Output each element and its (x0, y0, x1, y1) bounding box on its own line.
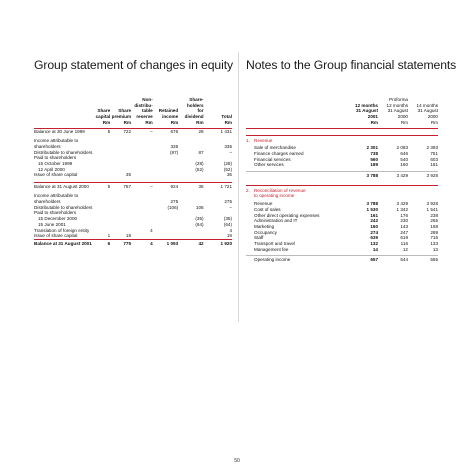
equity-header-cell: Retained (158, 108, 179, 114)
equity-row-label: Issue of share capital (34, 233, 78, 239)
equity-header-cell: Rm (204, 120, 232, 128)
note-row-label: Other direct operating expenses (254, 212, 320, 218)
right-page-title: Notes to the Group financial statements (246, 58, 457, 72)
note-total-cell: 3 928 (408, 171, 438, 178)
equity-row-label: shareholders (34, 199, 61, 205)
equity-header-cell: premium (111, 114, 132, 120)
equity-cell: (64) (195, 221, 204, 227)
note-cell: 560 (370, 156, 378, 162)
note-heading-row (246, 185, 438, 193)
note-cell: 3 928 (426, 201, 438, 207)
notes-table (246, 97, 438, 263)
equity-header-cell: Rm (178, 120, 203, 128)
equity-row (34, 182, 232, 189)
equity-cell: 42 (178, 239, 203, 246)
notes-header-cell: 31 August (355, 108, 378, 114)
note-cell: 716 (430, 235, 438, 241)
note-row-label: Finance charges earned (254, 150, 304, 156)
equity-header-cell: Rm (153, 120, 178, 128)
equity-row-label: 15 October 1999 (38, 161, 73, 167)
notes-header-cell: 31 August (387, 108, 408, 114)
note-total-row (246, 255, 438, 262)
note-row-label: Staff (254, 235, 264, 241)
note-cell: 2 393 (426, 145, 438, 151)
equity-cell: 775 (110, 239, 131, 246)
note-row-label: Other services (254, 162, 284, 168)
equity-row-label: Balance at 30 June 1999 (34, 128, 85, 134)
note-cell: 2 083 (396, 145, 408, 151)
equity-cell: – (131, 182, 153, 189)
row-spacer (246, 128, 438, 135)
notes-header-cell: Proforma (389, 97, 408, 102)
equity-header-cell: Share- (189, 97, 204, 102)
note-row-label: Sale of merchandise (254, 145, 296, 151)
note-cell: 189 (370, 162, 378, 168)
note-cell: 181 (430, 162, 438, 168)
notes-header-cell: Rm (348, 120, 378, 128)
equity-header-cell (34, 120, 92, 128)
note-total-cell: 657 (348, 255, 378, 262)
equity-row-label: Paid to shareholders (34, 155, 77, 161)
note-heading: Reconciliation of revenue (254, 185, 348, 193)
equity-row-label: Distributable to shareholders (34, 204, 93, 210)
equity-cell: (87) (170, 149, 179, 155)
notes-header-cell: Rm (408, 120, 438, 128)
equity-row-label: Translation of foreign entity (34, 227, 90, 233)
note-heading-row (246, 135, 438, 143)
equity-header-cell: Rm (131, 120, 153, 128)
equity-cell: 275 (224, 199, 232, 205)
note-cell: 161 (370, 212, 378, 218)
note-cell: 160 (370, 223, 378, 229)
equity-cell: – (150, 128, 153, 134)
equity-row-label: Paid to shareholders (34, 210, 77, 216)
equity-cell: 1 (107, 233, 111, 239)
equity-row-label: 12 April 2000 (38, 166, 65, 172)
equity-header-row (34, 120, 232, 128)
equity-cell: (28) (195, 161, 204, 167)
notes-header-cell: 2001 (367, 114, 378, 120)
equity-cell: (52) (195, 166, 204, 172)
equity-row-label: 15 June 2001 (38, 221, 66, 227)
equity-row-label: shareholders (34, 143, 61, 149)
notes-header-cell: 2000 (397, 114, 408, 120)
equity-header-cell: Share (97, 108, 111, 114)
equity-header-cell: holders (186, 102, 204, 108)
note-cell: 540 (400, 156, 408, 162)
equity-cell: 1 721 (204, 182, 232, 189)
note-cell: 168 (430, 223, 438, 229)
equity-cell: 924 (153, 182, 178, 189)
equity-row-label: Income attributable to (34, 193, 79, 199)
note-cell: 3 788 (366, 201, 378, 207)
notes-header-cell (254, 120, 348, 128)
note-total-cell: 565 (408, 255, 438, 262)
equity-cell: (35) (223, 216, 232, 222)
note-cell: 14 (372, 246, 378, 252)
note-cell: 265 (430, 218, 438, 224)
equity-row (34, 239, 232, 246)
equity-row-label: Balance at 31 August 2000 (34, 182, 92, 189)
notes-header-cell: 12 months (355, 102, 378, 108)
equity-header-cell: Share (118, 108, 132, 114)
equity-cell: – (229, 204, 232, 210)
equity-cell: 6 (92, 239, 110, 246)
note-number: 2. (246, 185, 254, 193)
equity-row-label: 15 December 2000 (38, 216, 78, 222)
equity-cell: 335 (224, 143, 232, 149)
equity-header-cell: reserve (136, 114, 153, 120)
note-cell: 274 (370, 229, 378, 235)
equity-cell: 676 (170, 128, 179, 134)
notes-header-cell (246, 120, 254, 128)
note-cell: 143 (400, 223, 408, 229)
equity-row-label: Issue of share capital (34, 172, 78, 178)
note-row-label: Management fee (254, 246, 289, 252)
equity-cell: 28 (198, 128, 204, 134)
equity-cell: – (229, 149, 232, 155)
equity-cell: 1 093 (153, 239, 178, 246)
note-cell: 12 (402, 246, 408, 252)
notes-header-cell: 31 August (417, 108, 438, 114)
note-total-row (246, 171, 438, 178)
note-total-label: Operating income (254, 255, 348, 262)
note-row-label: Revenue (254, 201, 273, 207)
equity-cell: (52) (223, 166, 232, 172)
note-cell: 13 (432, 246, 438, 252)
equity-header-cell: Non- (142, 97, 153, 102)
equity-cell: 4 (131, 239, 153, 246)
note-cell: 639 (370, 235, 378, 241)
equity-cell: 35 (178, 182, 203, 189)
note-number: 1. (246, 135, 254, 143)
note-cell: 176 (400, 212, 408, 218)
equity-cell: 757 (110, 182, 131, 189)
note-cell: 247 (400, 229, 408, 235)
equity-header-cell: capital (95, 114, 111, 120)
note-cell: 116 (400, 241, 408, 247)
notes-header-cell: 2000 (427, 114, 438, 120)
left-page-title: Group statement of changes in equity (34, 58, 233, 72)
note-cell: 1 342 (396, 206, 408, 212)
note-row-label: Cost of sales (254, 206, 281, 212)
note-total-cell: 3 429 (378, 171, 408, 178)
equity-cell: 35 (125, 172, 132, 178)
equity-cell: 1 431 (220, 128, 232, 134)
notes-header-row (246, 120, 438, 128)
equity-cell: 722 (123, 128, 132, 134)
note-heading: to operating income (254, 193, 295, 199)
notes-header-cell: 12 months (386, 102, 408, 108)
equity-header-cell: table (142, 108, 153, 114)
note-row-label: Transport and travel (254, 241, 295, 247)
note-cell: 242 (370, 218, 378, 224)
note-cell: 738 (370, 150, 378, 156)
note-cell: 646 (400, 150, 408, 156)
equity-header-cell: dividend (184, 114, 204, 120)
note-cell: 603 (430, 156, 438, 162)
note-cell: 160 (400, 162, 408, 168)
equity-header-cell: income (162, 114, 179, 120)
page-number: 50 (234, 458, 240, 464)
equity-cell: (35) (195, 216, 204, 222)
equity-cell: (106) (167, 204, 179, 210)
equity-header-cell: distribu- (134, 102, 153, 108)
note-row-label: Financial services (254, 156, 291, 162)
equity-cell: 1 920 (204, 239, 232, 246)
equity-cell: 275 (170, 199, 179, 205)
equity-row-label: Distributable to shareholders (34, 149, 93, 155)
equity-cell: 106 (195, 204, 204, 210)
equity-cell: 5 (107, 128, 111, 134)
note-row-label: Occupancy (254, 229, 277, 235)
note-heading: Revenue (254, 135, 348, 143)
equity-cell: 35 (226, 172, 232, 178)
note-cell: 132 (370, 241, 378, 247)
equity-cell: 18 (125, 233, 132, 239)
note-total-label (254, 171, 348, 178)
equity-header-cell: Rm (110, 120, 131, 128)
row-spacer (246, 178, 438, 185)
note-cell: 1 541 (426, 206, 438, 212)
note-total-cell: 3 788 (348, 171, 378, 178)
note-row-label: Marketing (254, 223, 275, 229)
equity-cell: 4 (229, 227, 232, 233)
note-cell: 133 (430, 241, 438, 247)
note-cell: 238 (430, 212, 438, 218)
note-cell: 2 301 (366, 145, 378, 151)
notes-header-cell: Rm (378, 120, 408, 128)
equity-table (34, 97, 232, 247)
column-divider (238, 52, 239, 322)
note-cell: 230 (400, 218, 408, 224)
equity-cell: (64) (223, 221, 232, 227)
equity-row-label: Income attributable to (34, 138, 79, 144)
note-cell: 619 (400, 235, 408, 241)
equity-cell: (28) (223, 161, 232, 167)
equity-header-cell: Total (221, 114, 232, 120)
equity-cell: 87 (198, 149, 204, 155)
equity-cell: 19 (226, 233, 232, 239)
notes-header-cell: 14 months (416, 102, 438, 108)
equity-header-cell: for (197, 108, 204, 114)
note-cell: 289 (430, 229, 438, 235)
note-cell: 3 429 (396, 201, 408, 207)
note-cell: 1 530 (366, 206, 378, 212)
note-cell: 751 (430, 150, 438, 156)
equity-cell: 5 (92, 182, 110, 189)
note-row-label: Administration and IT (254, 218, 298, 224)
equity-header-cell: Rm (92, 120, 110, 128)
equity-row-label: Balance at 31 August 2001 (34, 240, 92, 246)
equity-cell: 4 (150, 227, 153, 233)
equity-cell: 335 (170, 143, 179, 149)
note-total-cell: 544 (378, 255, 408, 262)
